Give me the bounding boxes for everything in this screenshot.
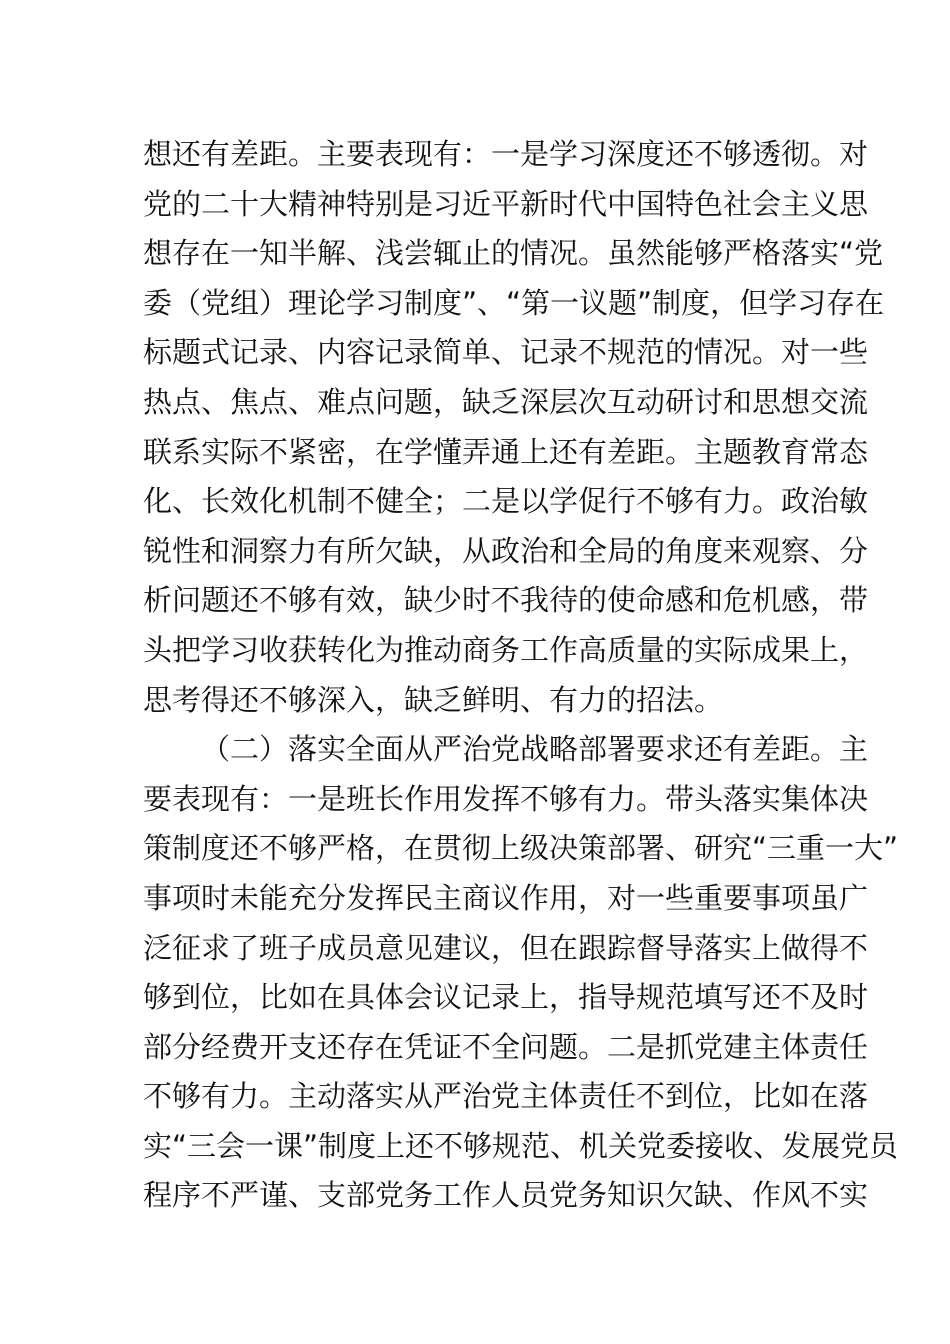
text-line: 标题式记录、内容记录简单、记录不规范的情况。对一些: [143, 335, 869, 370]
text-line: 锐性和洞察力有所欠缺，从政治和全局的角度来观察、分: [143, 533, 869, 568]
text-line: 化、长效化机制不健全；二是以学促行不够有力。政治敏: [143, 484, 869, 519]
text-line: 够到位，比如在具体会议记录上，指导规范填写还不及时: [143, 980, 869, 1015]
text-line: 泛征求了班子成员意见建议，但在跟踪督导落实上做得不: [143, 930, 869, 965]
text-line: 热点、焦点、难点问题，缺乏深层次互动研讨和思想交流: [143, 384, 869, 419]
text-line: 想存在一知半解、浅尝辄止的情况。虽然能够严格落实“党: [143, 236, 884, 271]
section-heading-line: （二）落实全面从严治党战略部署要求还有差距。主: [201, 732, 869, 767]
text-line: 头把学习收获转化为推动商务工作高质量的实际成果上，: [143, 632, 869, 667]
text-line: 委（党组）理论学习制度”、“第一议题”制度，但学习存在: [143, 285, 885, 320]
text-line: 部分经费开支还存在凭证不全问题。二是抓党建主体责任: [143, 1029, 869, 1064]
text-line: 党的二十大精神特别是习近平新时代中国特色社会主义思: [143, 186, 869, 221]
text-line: 思考得还不够深入，缺乏鲜明、有力的招法。: [143, 682, 724, 717]
text-line: 析问题还不够有效，缺少时不我待的使命感和危机感，带: [143, 583, 869, 618]
text-line: 实“三会一课”制度上还不够规范、机关党委接收、发展党员: [143, 1128, 899, 1163]
text-line: 想还有差距。主要表现有：一是学习深度还不够透彻。对: [143, 137, 869, 171]
text-line: 联系实际不紧密，在学懂弄通上还有差距。主题教育常态: [143, 434, 869, 469]
document-body-text: [143, 130, 899, 1221]
text-line: 策制度还不够严格，在贯彻上级决策部署、研究“三重一大”: [143, 831, 899, 866]
text-line: 事项时未能充分发挥民主商议作用，对一些重要事项虽广: [143, 880, 869, 915]
text-line: 要表现有：一是班长作用发挥不够有力。带头落实集体决: [143, 781, 869, 816]
text-line: 程序不严谨、支部党务工作人员党务知识欠缺、作风不实: [143, 1178, 869, 1213]
text-line: 不够有力。主动落实从严治党主体责任不到位，比如在落: [143, 1079, 869, 1114]
